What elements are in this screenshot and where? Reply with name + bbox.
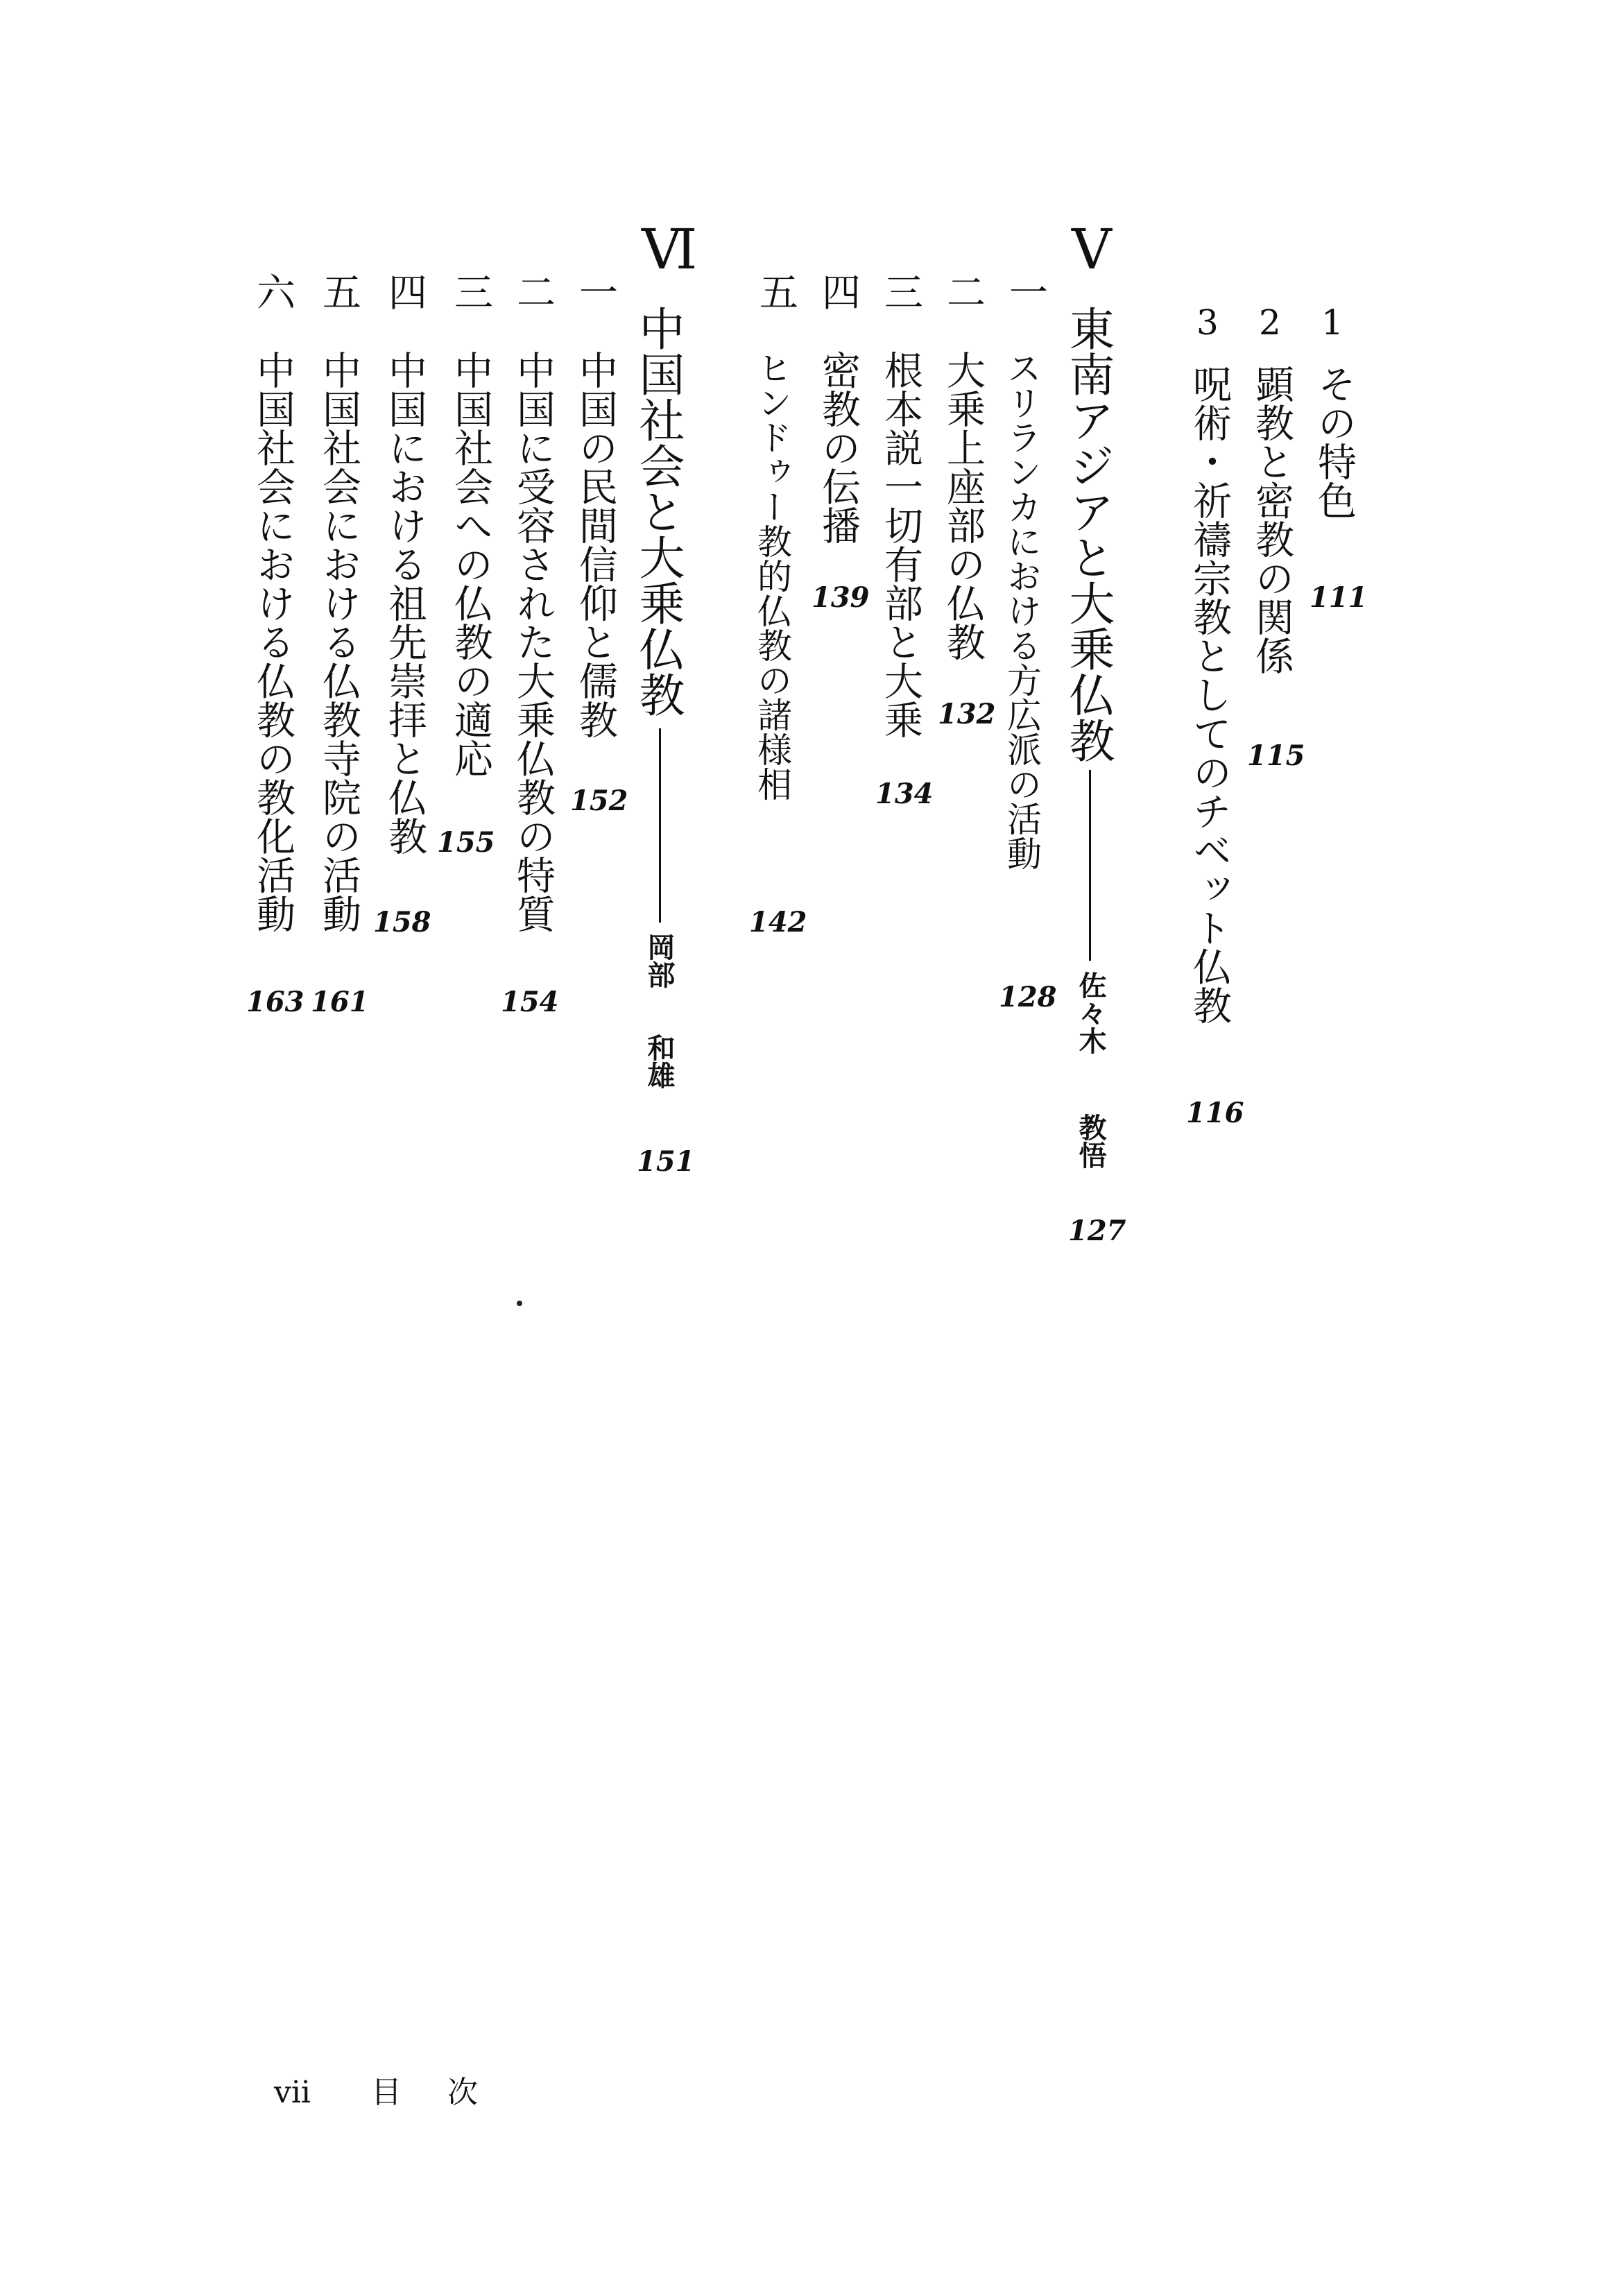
page-number: 116 [1186, 1097, 1244, 1129]
toc-entry-title: 呪術・祈禱宗教としてのチベット仏教 [1187, 364, 1232, 1025]
item-marker: 三 [448, 272, 493, 311]
author-surname: 佐々木 [1074, 971, 1106, 1054]
page-number: 132 [938, 698, 996, 730]
item-marker: 四 [816, 272, 861, 311]
page-number: 115 [1247, 739, 1305, 772]
footer-label: 次 [447, 2075, 478, 2110]
page-number: 142 [749, 906, 807, 939]
item-marker: 六 [250, 272, 295, 311]
toc-entry-title: 根本説一切有部と大乗 [878, 350, 923, 739]
footer-label: 目 [371, 2075, 402, 2110]
item-marker: 二 [941, 272, 986, 311]
page-number: 134 [875, 778, 934, 810]
item-marker: 五 [753, 272, 798, 311]
item-marker: 三 [878, 272, 923, 311]
toc-entry-title: 中国の民間信仰と儒教 [573, 350, 618, 739]
author-surname: 岡部 [643, 933, 675, 988]
section-title: 東南アジアと大乗仏教 [1061, 305, 1115, 763]
page-number: 128 [999, 981, 1057, 1013]
page-number: 151 [637, 1145, 695, 1178]
item-marker: 2 [1259, 302, 1281, 343]
page-number: 163 [246, 986, 304, 1018]
section-numeral: Ⅴ [1072, 217, 1112, 282]
toc-entry-title: ヒンドゥー教的仏教の諸様相 [752, 350, 792, 801]
page-number: 161 [311, 986, 369, 1018]
item-marker: 3 [1196, 302, 1219, 343]
section-numeral: Ⅵ [642, 217, 698, 282]
title-dash [1089, 770, 1091, 961]
toc-entry-title: 中国社会における仏教の教化活動 [250, 350, 295, 933]
toc-entry-title: 中国における祖先崇拝と仏教 [382, 350, 427, 855]
toc-entry-title: その特色 [1312, 364, 1357, 520]
page-number: 111 [1309, 581, 1368, 614]
page-number: 139 [812, 581, 870, 614]
title-dash [659, 728, 661, 923]
item-marker: 一 [573, 272, 618, 311]
item-marker: 四 [382, 272, 427, 311]
item-marker: 一 [1003, 272, 1048, 311]
page-number: 155 [437, 826, 495, 859]
item-marker: 五 [316, 272, 361, 311]
item-marker: 1 [1321, 302, 1343, 343]
toc-entry-title: 中国社会への仏教の適応 [448, 350, 493, 778]
author-given-name: 教悟 [1074, 1113, 1106, 1169]
item-marker: 二 [510, 272, 556, 311]
page-number: 154 [501, 986, 559, 1018]
footer-page-number: vii [274, 2075, 311, 2110]
author-given-name: 和雄 [643, 1034, 675, 1089]
toc-entry-title: 顕教と密教の関係 [1249, 364, 1294, 675]
toc-entry-title: スリランカにおける方広派の活動 [1002, 350, 1042, 871]
toc-entry-title: 密教の伝播 [816, 350, 861, 545]
print-speck [517, 1301, 522, 1306]
section-title: 中国社会と大乗仏教 [631, 305, 685, 717]
toc-entry-title: 大乗上座部の仏教 [941, 350, 986, 661]
page-number: 152 [570, 785, 628, 817]
page-number: 158 [373, 906, 431, 939]
toc-entry-title: 中国社会における仏教寺院の活動 [316, 350, 361, 933]
toc-entry-title: 中国に受容された大乗仏教の特質 [510, 350, 556, 933]
page-number: 127 [1068, 1215, 1126, 1247]
